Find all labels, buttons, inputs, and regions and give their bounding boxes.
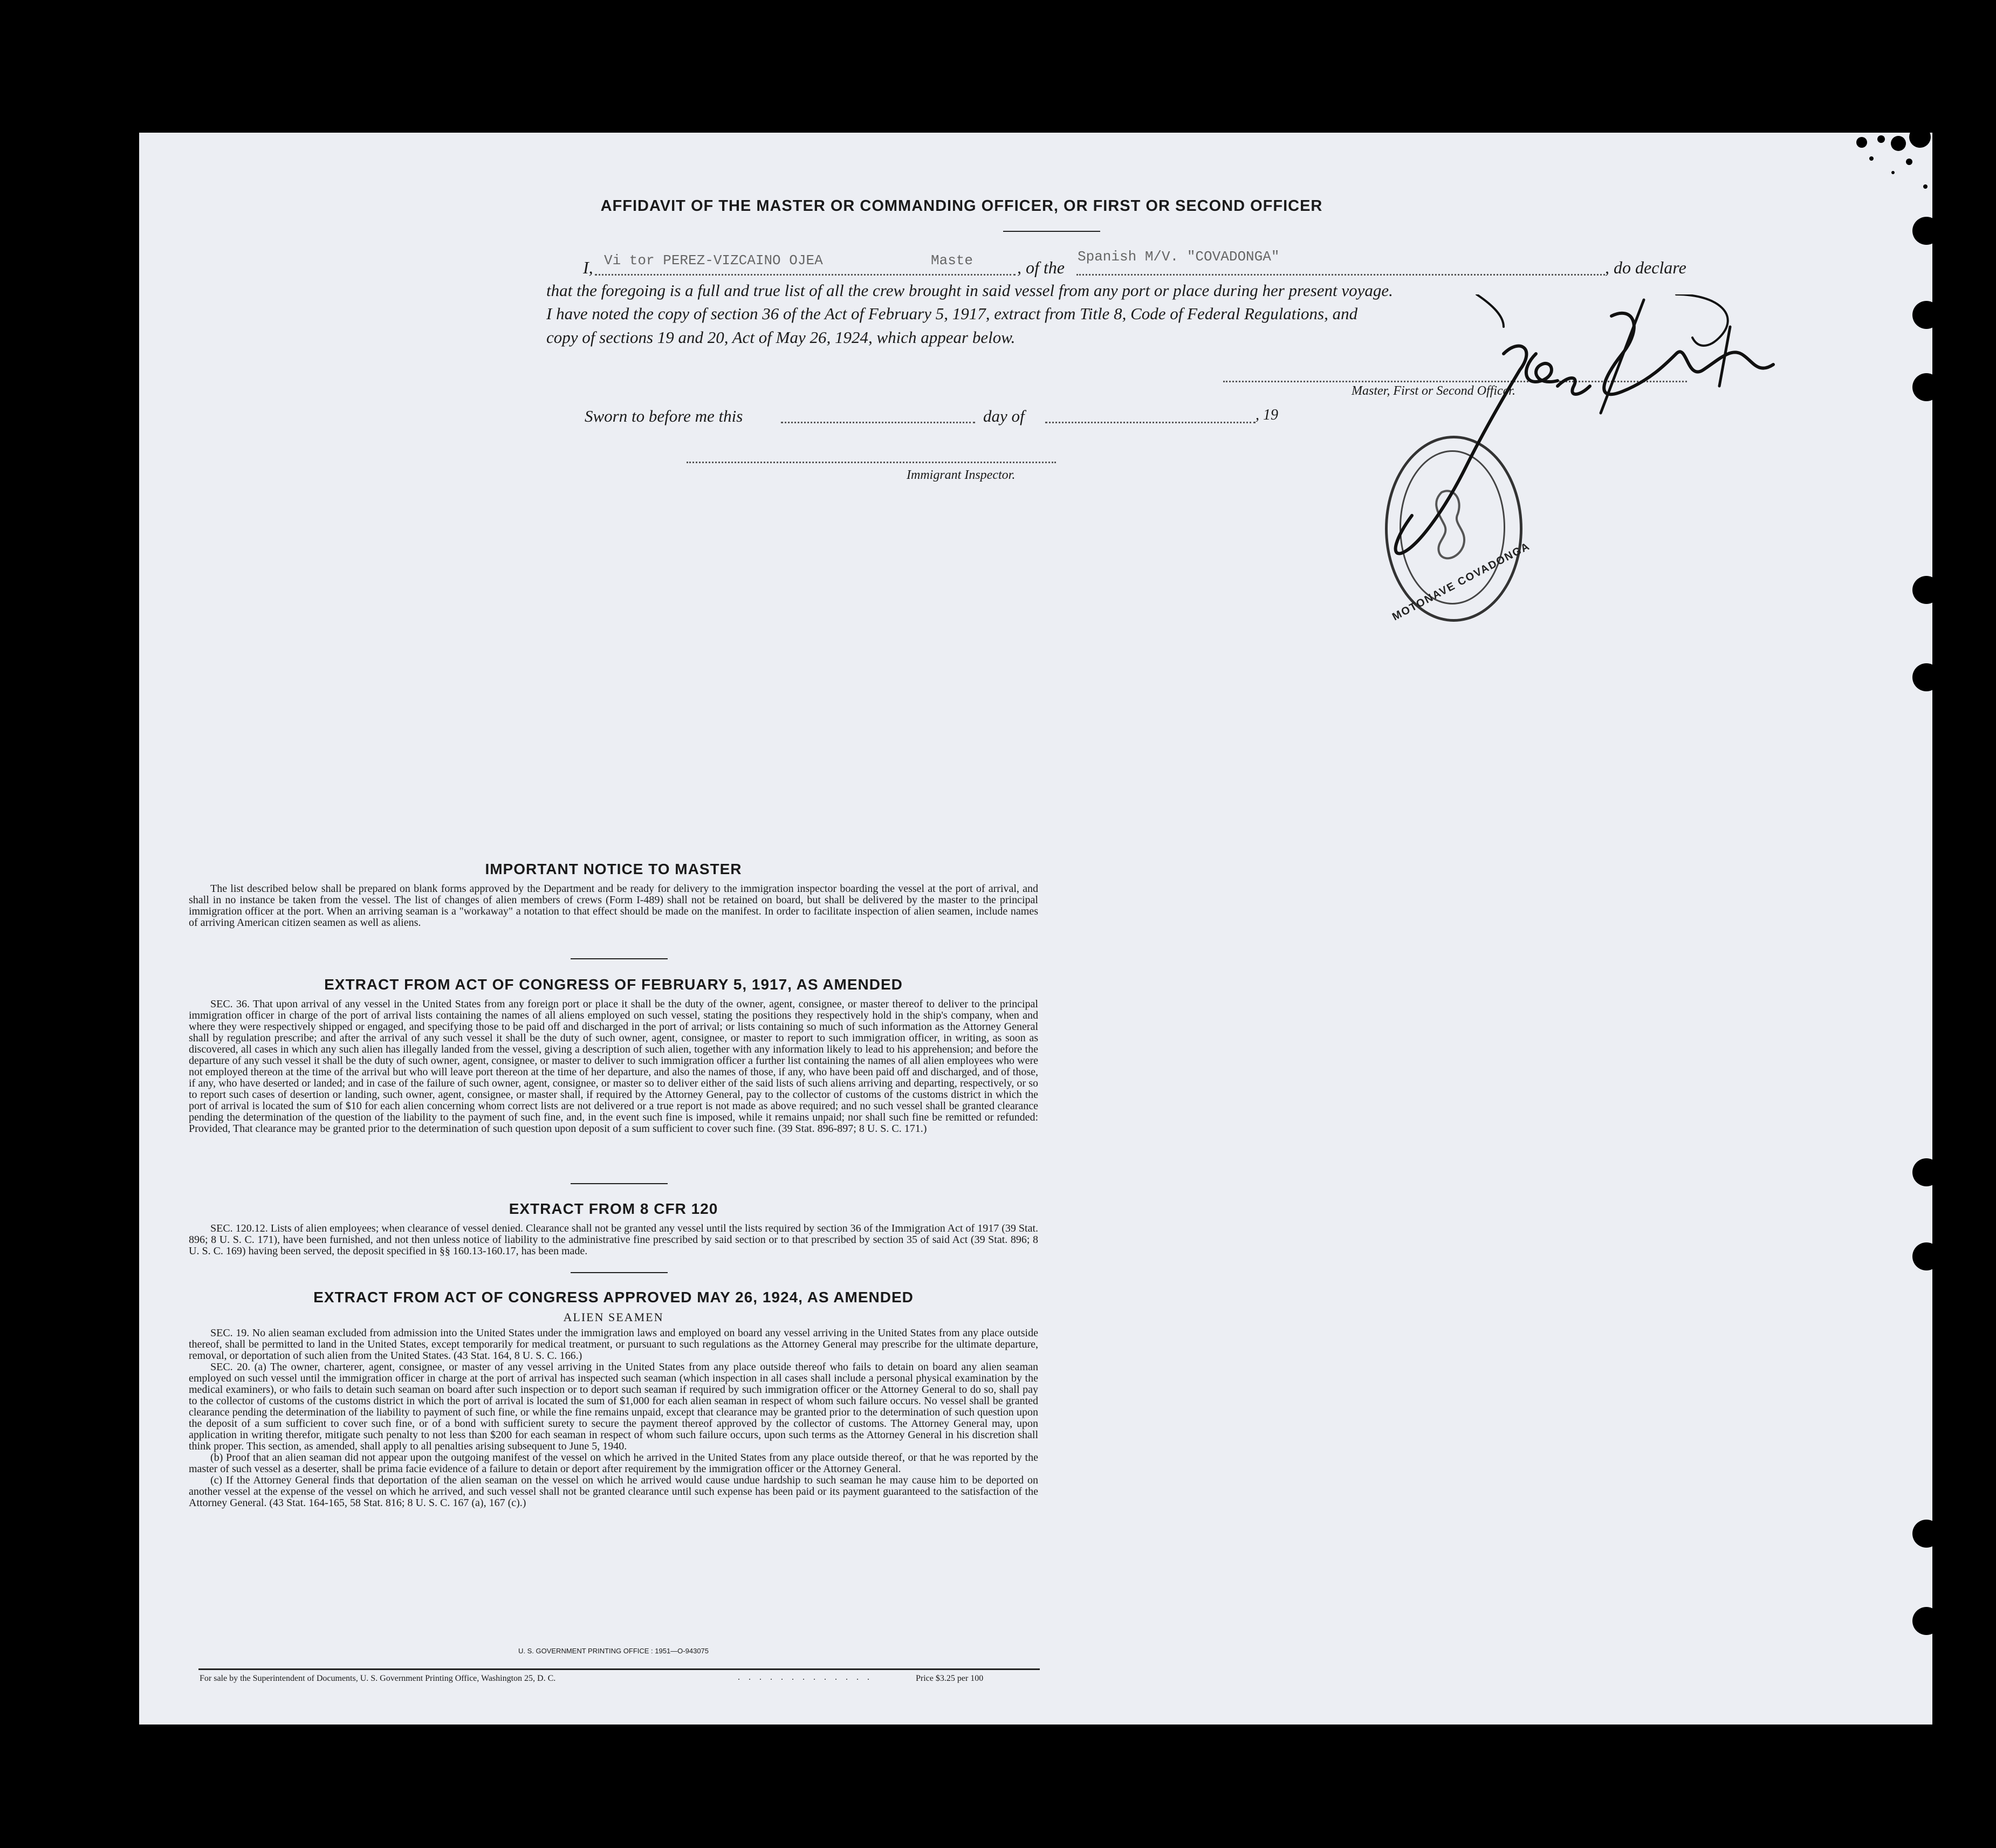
of-the-label: , of the (1017, 258, 1065, 277)
do-declare-label: , do declare (1605, 258, 1686, 277)
sworn-month-line (1045, 422, 1256, 423)
for-sale-leaders: . . . . . . . . . . . . . (738, 1673, 873, 1682)
sec-20c-paragraph: (c) If the Attorney General finds that deportation of the alien seaman on the vessel on which he arrived would cause undue hardship to such seaman he may cause him to be deported on another vessel at the expense of the vessel on which he arrived, and such vessel shall not be granted clearance until such expense has been paid or its payment guaranteed to the satisfaction of the Attorney General. (43 Stat. 164-165, 58 Stat. 816; 8 U. S. C. 167 (a), 167 (c).) (189, 1474, 1038, 1509)
extract-1924-title: EXTRACT FROM ACT OF CONGRESS APPROVED MAY 26, 1924, AS AMENDED (313, 1289, 914, 1306)
punch-hole (1912, 1607, 1940, 1635)
master-name-typed: Vi tor PEREZ-VIZCAINO OJEA (604, 252, 823, 269)
stamp-text: MOTONAVE COVADONGA (1390, 540, 1532, 623)
affidavit-line-4: copy of sections 19 and 20, Act of May 26, 1924, which appear below. (546, 328, 1016, 347)
punch-hole (1912, 576, 1940, 604)
affidavit-line-2: that the foregoing is a full and true list of all the crew brought in said vessel from any port or place during her present voyage. (546, 281, 1393, 300)
notice-text: The list described below shall be prepared on blank forms approved by the Department and be ready for delivery to the immigration inspector boarding the vessel at the port of arrival, and shall in no instance be taken from the vessel. The list of changes of alien members of crews (Form I-489) shall not be retained on board, but shall be delivered by the master to the principal immigration officer at the port. When an arriving seaman is a "workaway" a notation to that effect should be made on the manifest. In order to facilitate inspection of alien seamen, include names of arriving American citizen seamen as well as aliens. (189, 883, 1038, 929)
extract-1924-text (189, 1328, 1038, 1509)
affidavit-title: AFFIDAVIT OF THE MASTER OR COMMANDING OFFICER, OR FIRST OR SECOND OFFICER (600, 197, 1323, 215)
sec-19-paragraph: SEC. 19. No alien seaman excluded from admission into the United States under the immigration laws and employed on board any vessel arriving in the United States from any place outside thereof, shall be permitted to land in the United States, except temporarily for medical treatment, or pursuant to such regulations as the Attorney General may prescribe for the ultimate departure, removal, or deportation of such alien from the United States. (43 Stat. 164, 8 U. S. C. 166.) (189, 1327, 1038, 1362)
price-line: Price $3.25 per 100 (916, 1674, 984, 1683)
inspector-signature-line (687, 462, 1056, 463)
punch-hole (1912, 1158, 1940, 1186)
punch-hole (1912, 301, 1940, 329)
extract-1917-title: EXTRACT FROM ACT OF CONGRESS OF FEBRUARY 5, 1917, AS AMENDED (324, 976, 903, 993)
sworn-label: Sworn to before me this (585, 407, 743, 425)
punch-hole (1912, 663, 1940, 691)
punch-hole (1912, 373, 1940, 401)
divider-1 (571, 958, 668, 959)
vessel-line (1076, 274, 1605, 276)
for-sale-line: For sale by the Superintendent of Documents, U. S. Government Printing Office, Washington 25, D. C. (200, 1674, 556, 1683)
day-of-label: day of (983, 407, 1025, 425)
punch-hole (1912, 217, 1940, 245)
divider-2 (571, 1183, 668, 1184)
punch-hole (1912, 1242, 1940, 1270)
vessel-typed: Spanish M/V. "COVADONGA" (1078, 249, 1280, 265)
master-name-line (595, 274, 1016, 276)
sec-20b-paragraph: (b) Proof that an alien seaman did not appear upon the outgoing manifest of the vessel on which he arrived in the United States from any place outside thereof, or that he was reported by the master of such vessel as a deserter, shall be prima facie evidence of a failure to detain or deport after requirement by the immigration officer or the Attorney General. (189, 1452, 1038, 1475)
torn-corner-marks (1834, 127, 1936, 203)
sec-20a-paragraph: SEC. 20. (a) The owner, charterer, agent, consignee, or master of any vessel arriving in the United States from any place outside thereof who fails to detain on board any alien seaman employed on such vessel until the immigration officer in charge at the port of arrival has inspected such seaman (which inspection in all cases shall include a personal physical examination by the medical examiners), or who fails to detain such seaman on board after such inspection or to deport such seaman if required by such immigration officer or the Attorney General to do so, shall pay to the collector of customs of the customs district in which the port of arrival is located the sum of $1,000 for each alien seaman in respect of whom such failure occurs. No vessel shall be granted clearance pending the determination of the liability to payment of such fine, or while the fine remains unpaid, except that clearance may be granted prior to the determination of such question upon the deposit of a sum sufficient to cover such fine, or of a bond with sufficient surety to secure the payment thereof approved by the collector of customs. The Attorney General may, upon application in writing therefor, mitigate such penalty to not less than $200 for each seaman in respect of whom such failure occurs, upon such terms as the Attorney General in his discretion shall think proper. This section, as amended, shall apply to all penalties arising subsequent to June 5, 1940. (189, 1361, 1038, 1452)
printing-office-line: U. S. GOVERNMENT PRINTING OFFICE : 1951—O-943075 (518, 1647, 709, 1655)
year-prefix: , 19 (1256, 407, 1278, 423)
punch-hole (1912, 1520, 1940, 1548)
sworn-day-line (781, 422, 975, 423)
document-page (139, 133, 1932, 1725)
handwritten-signature (1342, 294, 1784, 564)
extract-8cfr-title: EXTRACT FROM 8 CFR 120 (509, 1200, 718, 1217)
rank-typed: Maste (931, 252, 973, 269)
extract-8cfr-text: SEC. 120.12. Lists of alien employees; when clearance of vessel denied. Clearance shall not be granted any vessel until the lists required by section 36 of the Immigration Act of 1917 (39 Stat. 896; 8 U. S. C. 171), have been furnished, and not then unless notice of liability to the administrative fine prescribed by said section or to that prescribed by section 35 of said Act (39 Stat. 896; 8 U. S. C. 169) having been served, the deposit specified in §§ 160.13-160.17, has been made. (189, 1222, 1038, 1257)
notice-title: IMPORTANT NOTICE TO MASTER (485, 861, 742, 877)
extract-1917-text: SEC. 36. That upon arrival of any vessel in the United States from any foreign port or place it shall be the duty of the owner, agent, consignee, or master thereof to deliver to the principal immigration officer in charge of the port of arrival lists containing the names of all aliens employed on such vessel, stating the positions they respectively hold in the ship's company, when and where they were respectively shipped or engaged, and specifying those to be paid off and discharged in the port of arrival; or lists containing so much of such information as the Attorney General shall by regulation prescribe; and after the arrival of any such vessel it shall be the duty of such owner, agent, consignee, or master to report to such immigration officer, in writing, as soon as discovered, all cases in which any such alien has illegally landed from the vessel, giving a description of such alien, together with any information likely to lead to his apprehension; and before the departure of any such vessel it shall be the duty of such owner, agent, consignee, or master to deliver to such immigration officer a further list containing the names of all alien employees who were not employed thereon at the time of the arrival but who will leave port thereon at the time of her departure, and also the names of those, if any, who have been paid off and discharged, and of those, if any, who have deserted or landed; and in case of the failure of such owner, agent, consignee, or master so to deliver either of the said lists of such aliens arriving and departing, respectively, or so to report such cases of desertion or landing, such owner, agent, consignee, or master shall, if required by the Attorney General, pay to the collector of customs of the customs district in which the port of arrival is located the sum of $10 for each alien concerning whom correct lists are not delivered or a true report is not made as above required; and no such vessel shall be granted clearance pending the determination of the question of the liability to the payment of such fine, and, in the event such fine is imposed, while it remains unpaid; nor shall such fine be remitted or refunded: Provided, That clearance may be granted prior to the determination of such question upon deposit of a sum sufficient to cover such fine. (39 Stat. 896-897; 8 U. S. C. 171.) (189, 998, 1038, 1135)
extract-1924-subtitle: ALIEN SEAMEN (563, 1310, 664, 1324)
title-divider (1003, 231, 1100, 232)
footer-rule (198, 1668, 1040, 1670)
affidavit-i-label: I, (583, 258, 593, 277)
divider-3 (571, 1272, 668, 1273)
affidavit-line-3: I have noted the copy of section 36 of the Act of February 5, 1917, extract from Title 8, Code of Federal Regulations, and (546, 304, 1358, 323)
signature-caption: Master, First or Second Officer. (1352, 384, 1515, 398)
inspector-caption: Immigrant Inspector. (907, 468, 1016, 482)
